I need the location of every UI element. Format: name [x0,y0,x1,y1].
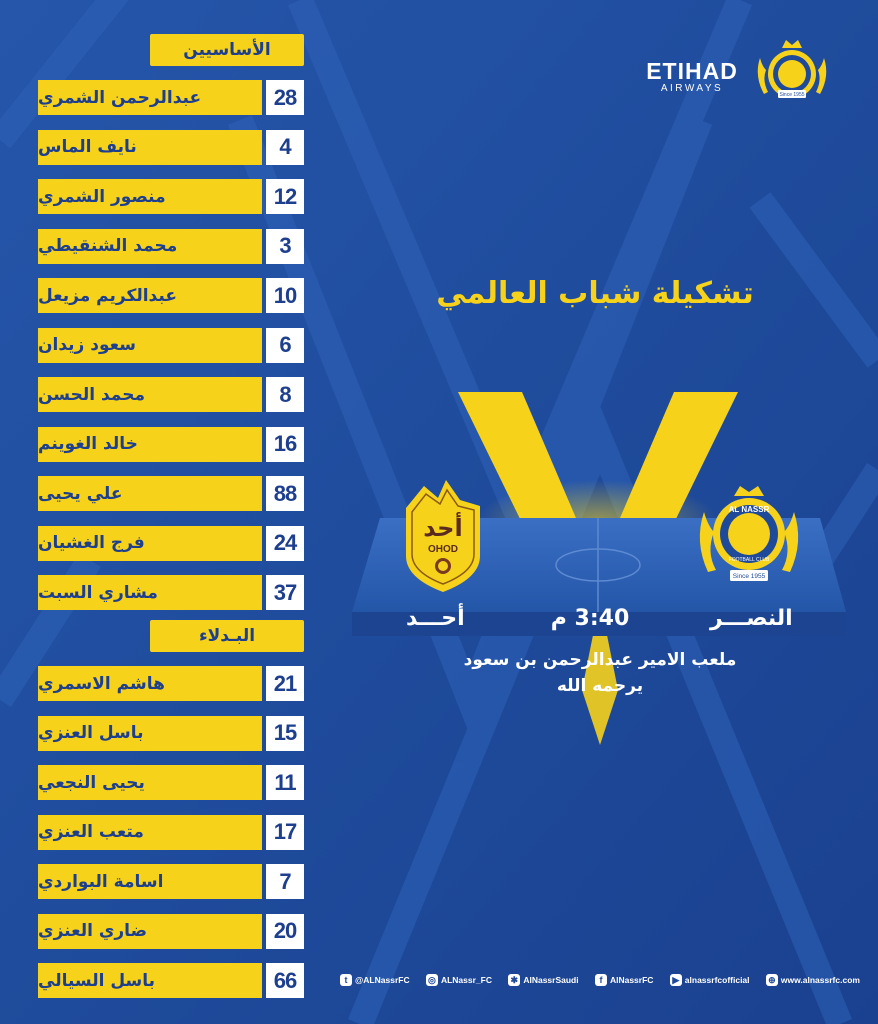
sponsor-logo [636,60,748,96]
player-number: 11 [266,765,304,800]
player-number: 17 [266,815,304,850]
home-crest [694,482,804,590]
player-name: محمد الشنقيطي [38,229,262,264]
substitute-row [38,815,304,850]
player-name: خالد الغوينم [38,427,262,462]
starters-header: الأساسيين [150,34,304,66]
player-name: ضاري العنزي [38,914,262,949]
player-number: 12 [266,179,304,214]
player-name: باسل العنزي [38,716,262,751]
player-number: 66 [266,963,304,998]
home-team-name: النصـــر [710,606,793,631]
player-number: 37 [266,575,304,610]
social-link[interactable] [426,974,492,986]
social-link[interactable] [766,974,860,986]
substitute-row [38,716,304,751]
social-handle: alnassrfcofficial [684,975,750,985]
substitute-row [38,963,304,998]
social-link[interactable] [508,974,578,986]
player-number: 7 [266,864,304,899]
social-handle: @ALNassrFC [355,975,410,985]
player-name: علي يحيى [38,476,262,511]
away-crest-subtitle: OHOD [428,544,458,555]
player-number: 15 [266,716,304,751]
starter-row [38,328,304,363]
twitter-icon: t [340,974,352,986]
player-name: عبدالرحمن الشمري [38,80,262,115]
player-number: 6 [266,328,304,363]
player-name: منصور الشمري [38,179,262,214]
top-crest-since: Since 1955 [779,92,805,98]
starter-row [38,80,304,115]
substitute-row [38,914,304,949]
player-number: 16 [266,427,304,462]
starter-row [38,130,304,165]
social-link[interactable] [670,974,750,986]
player-name: نايف الماس [38,130,262,165]
youtube-icon: ▶ [670,974,682,986]
player-name: محمد الحسن [38,377,262,412]
page-title: تشكيلة شباب العالمي [436,276,754,311]
player-name: عبدالكريم مزيعل [38,278,262,313]
player-number: 88 [266,476,304,511]
venue-line-2: يرحمه الله [556,676,644,696]
away-crest-name: أحد [423,514,463,542]
snapchat-icon: ✱ [508,974,520,986]
social-handle: AlNassrSaudi [523,975,579,985]
player-number: 20 [266,914,304,949]
starter-row [38,179,304,214]
social-link[interactable] [340,974,410,986]
player-name: هاشم الاسمري [38,666,262,701]
player-number: 21 [266,666,304,701]
starter-row [38,476,304,511]
starter-row [38,278,304,313]
website-icon: ⊕ [766,974,778,986]
substitutes-header: البـدلاء [150,620,304,652]
player-number: 8 [266,377,304,412]
substitute-row [38,666,304,701]
away-team-name: أحـــد [406,606,465,631]
instagram-icon: ◎ [426,974,438,986]
player-name: اسامة البواردي [38,864,262,899]
al-nassr-crest-icon [752,36,832,106]
social-handle: ALNassr_FC [440,975,492,985]
starter-row [38,229,304,264]
social-handle: AlNassrFC [609,975,654,985]
starter-row [38,377,304,412]
substitute-row [38,864,304,899]
player-name: مشاري السبت [38,575,262,610]
facebook-icon: f [595,974,607,986]
social-links [340,971,860,989]
player-name: فرج الغشيان [38,526,262,561]
venue-line-1: ملعب الامير عبدالرحمن بن سعود [463,650,737,670]
substitute-row [38,765,304,800]
away-crest [400,478,486,594]
home-crest-subtitle: FOOTBALL CLUB [728,557,770,563]
kickoff-time: 3:40 م [550,606,630,631]
social-link[interactable] [595,974,653,986]
home-crest-name: AL NASSR [728,505,770,514]
player-name: سعود زيدان [38,328,262,363]
player-number: 3 [266,229,304,264]
player-number: 28 [266,80,304,115]
home-crest-since: Since 1955 [732,573,766,580]
player-number: 4 [266,130,304,165]
player-name: يحيى النجعي [38,765,262,800]
starter-row [38,526,304,561]
starter-row [38,427,304,462]
player-name: باسل السيالي [38,963,262,998]
player-name: متعب العنزي [38,815,262,850]
starter-row [38,575,304,610]
sponsor-subtitle: AIRWAYS [660,83,724,94]
social-handle: www.alnassrfc.com [780,975,860,985]
sponsor-name: ETIHAD [646,58,738,84]
player-number: 24 [266,526,304,561]
player-number: 10 [266,278,304,313]
